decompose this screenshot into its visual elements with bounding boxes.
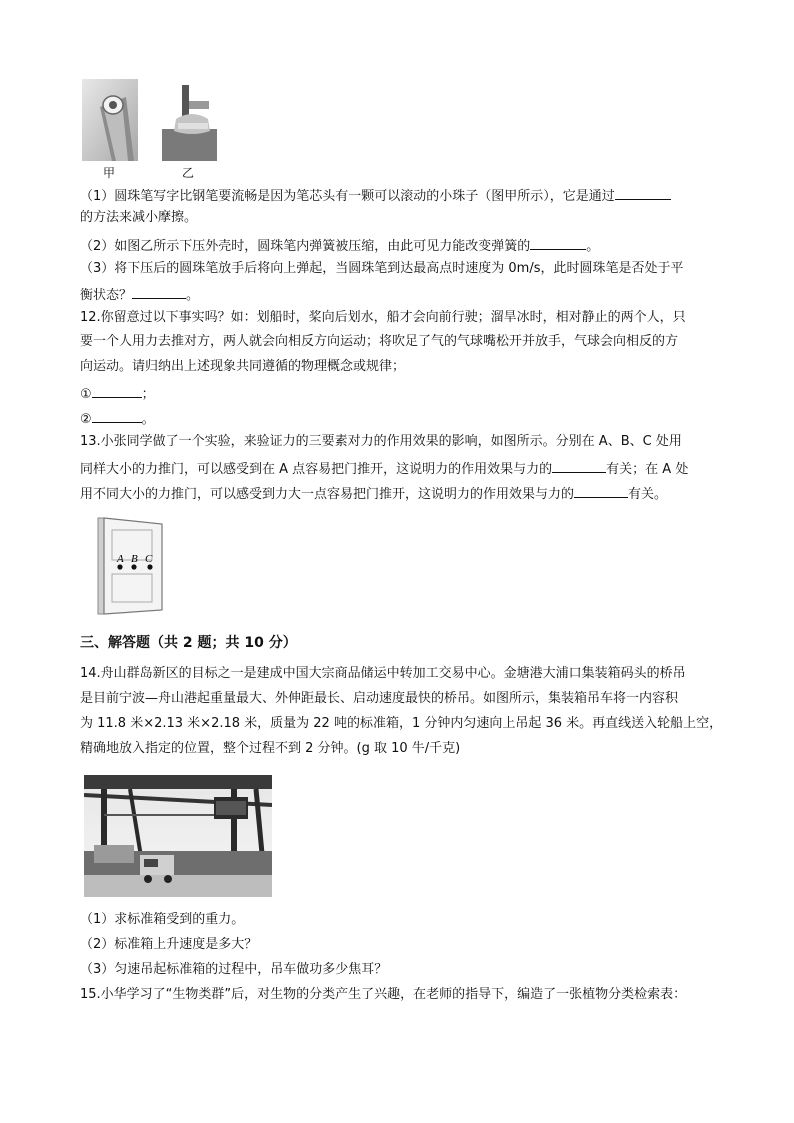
q11-part3-line1: （3）将下压后的圆珠笔放手后将向上弹起，当圆珠笔到达最高点时速度为 0m/s，此时圆珠笔是否处于平 xyxy=(80,261,684,276)
q11-part1-line2: 的方法来减小摩擦。 xyxy=(80,210,198,225)
q11-part2-text: （2）如图乙所示下压外壳时，圆珠笔内弹簧被压缩，由此可见力能改变弹簧的 xyxy=(80,239,531,254)
pen-spring-image xyxy=(162,79,217,161)
q13-line2 xyxy=(80,459,688,478)
q13-line3 xyxy=(80,484,667,503)
q12-line1: 12.你留意过以下事实吗？如：划船时，桨向后划水，船才会向前行驶；溜旱冰时，相对静止的两个人，只 xyxy=(80,310,686,325)
q14-line2: 是目前宁波—舟山港起重量最大、外伸距最长、启动速度最快的桥吊。如图所示，集装箱吊车将一内容积 xyxy=(80,691,679,706)
q12-answer-1-end: ； xyxy=(141,387,155,402)
q12-line3: 向运动。请归纳出上述现象共同遵循的物理概念或规律； xyxy=(80,359,406,374)
container-crane-image xyxy=(84,775,272,897)
section-3-title: 三、解答题（共 2 题；共 10 分） xyxy=(80,635,297,651)
q11-blank-3[interactable] xyxy=(132,285,186,299)
q14-sub3: （3）匀速吊起标准箱的过程中，吊车做功多少焦耳？ xyxy=(80,962,388,977)
door-figure xyxy=(96,514,168,616)
q11-part3-line2 xyxy=(80,285,199,304)
q14-sub2: （2）标准箱上升速度是多大？ xyxy=(80,937,258,952)
q12-answer-1-mark: ① xyxy=(80,387,92,402)
crane-photo xyxy=(84,775,272,897)
q12-line2: 要一个人用力去推对方，两人就会向相反方向运动；将吹足了气的气球嘴松开并放手，气球会向相反的方 xyxy=(80,334,679,349)
pen-figure-yi xyxy=(162,79,217,161)
q12-answer-1 xyxy=(80,384,155,403)
q12-answer-2-mark: ② xyxy=(80,412,92,427)
door-label-c: C xyxy=(145,553,153,565)
q14-line3: 为 11.8 米×2.13 米×2.18 米，质量为 22 吨的标准箱，1 分钟内匀速向上吊起 36 米。再直线送入轮船上空， xyxy=(80,716,723,731)
q15-line1: 15.小华学习了“生物类群”后，对生物的分类产生了兴趣，在老师的指导下，编造了一张植物分类检索表： xyxy=(80,987,687,1002)
q12-answer-2-end: 。 xyxy=(141,412,155,427)
q14-line4: 精确地放入指定的位置，整个过程不到 2 分钟。(g 取 10 牛/千克) xyxy=(80,741,461,756)
q12-blank-1[interactable] xyxy=(92,384,142,398)
pen-figure-jia xyxy=(82,79,138,161)
q11-part2-end: 。 xyxy=(586,239,600,254)
q13-line2-end: 有关；在 A 处 xyxy=(606,462,689,477)
q14-sub1: （1）求标准箱受到的重力。 xyxy=(80,912,245,927)
q11-part1-text: （1）圆珠笔写字比钢笔要流畅是因为笔芯头有一颗可以滚动的小珠子（图甲所示），它是通过 xyxy=(80,189,615,204)
q13-line3-text: 用不同大小的力推门，可以感受到力大一点容易把门推开，这说明力的作用效果与力的 xyxy=(80,487,575,502)
q11-part2-line xyxy=(80,236,599,255)
q11-part3-text: 衡状态？ xyxy=(80,288,133,303)
q11-blank-2[interactable] xyxy=(530,236,586,250)
door-label-a: A xyxy=(117,553,124,565)
door-label-b: B xyxy=(131,553,138,565)
q13-blank-1[interactable] xyxy=(552,459,606,473)
pen-tip-closeup-image xyxy=(82,79,138,161)
q11-blank-1[interactable] xyxy=(615,186,671,200)
q13-line1: 13.小张同学做了一个实验，来验证力的三要素对力的作用效果的影响，如图所示。分别在 A、B、C 处用 xyxy=(80,434,682,449)
q13-blank-2[interactable] xyxy=(574,484,628,498)
q12-blank-2[interactable] xyxy=(92,409,142,423)
door-point-c-dot xyxy=(147,564,152,569)
q11-part3-end: 。 xyxy=(186,288,200,303)
door-diagram xyxy=(96,514,168,616)
door-point-a-dot xyxy=(117,564,122,569)
door-point-b-dot xyxy=(131,564,136,569)
q13-line3-end: 有关。 xyxy=(628,487,668,502)
q14-line1: 14.舟山群岛新区的目标之一是建成中国大宗商品储运中转加工交易中心。金塘港大浦口集装箱码头的桥吊 xyxy=(80,666,686,681)
figure-jia-caption: 甲 xyxy=(103,166,116,180)
q11-part1-line1 xyxy=(80,186,671,205)
q12-answer-2 xyxy=(80,409,155,428)
figure-yi-caption: 乙 xyxy=(182,166,195,180)
q13-line2-text: 同样大小的力推门，可以感受到在 A 点容易把门推开，这说明力的作用效果与力的 xyxy=(80,462,553,477)
